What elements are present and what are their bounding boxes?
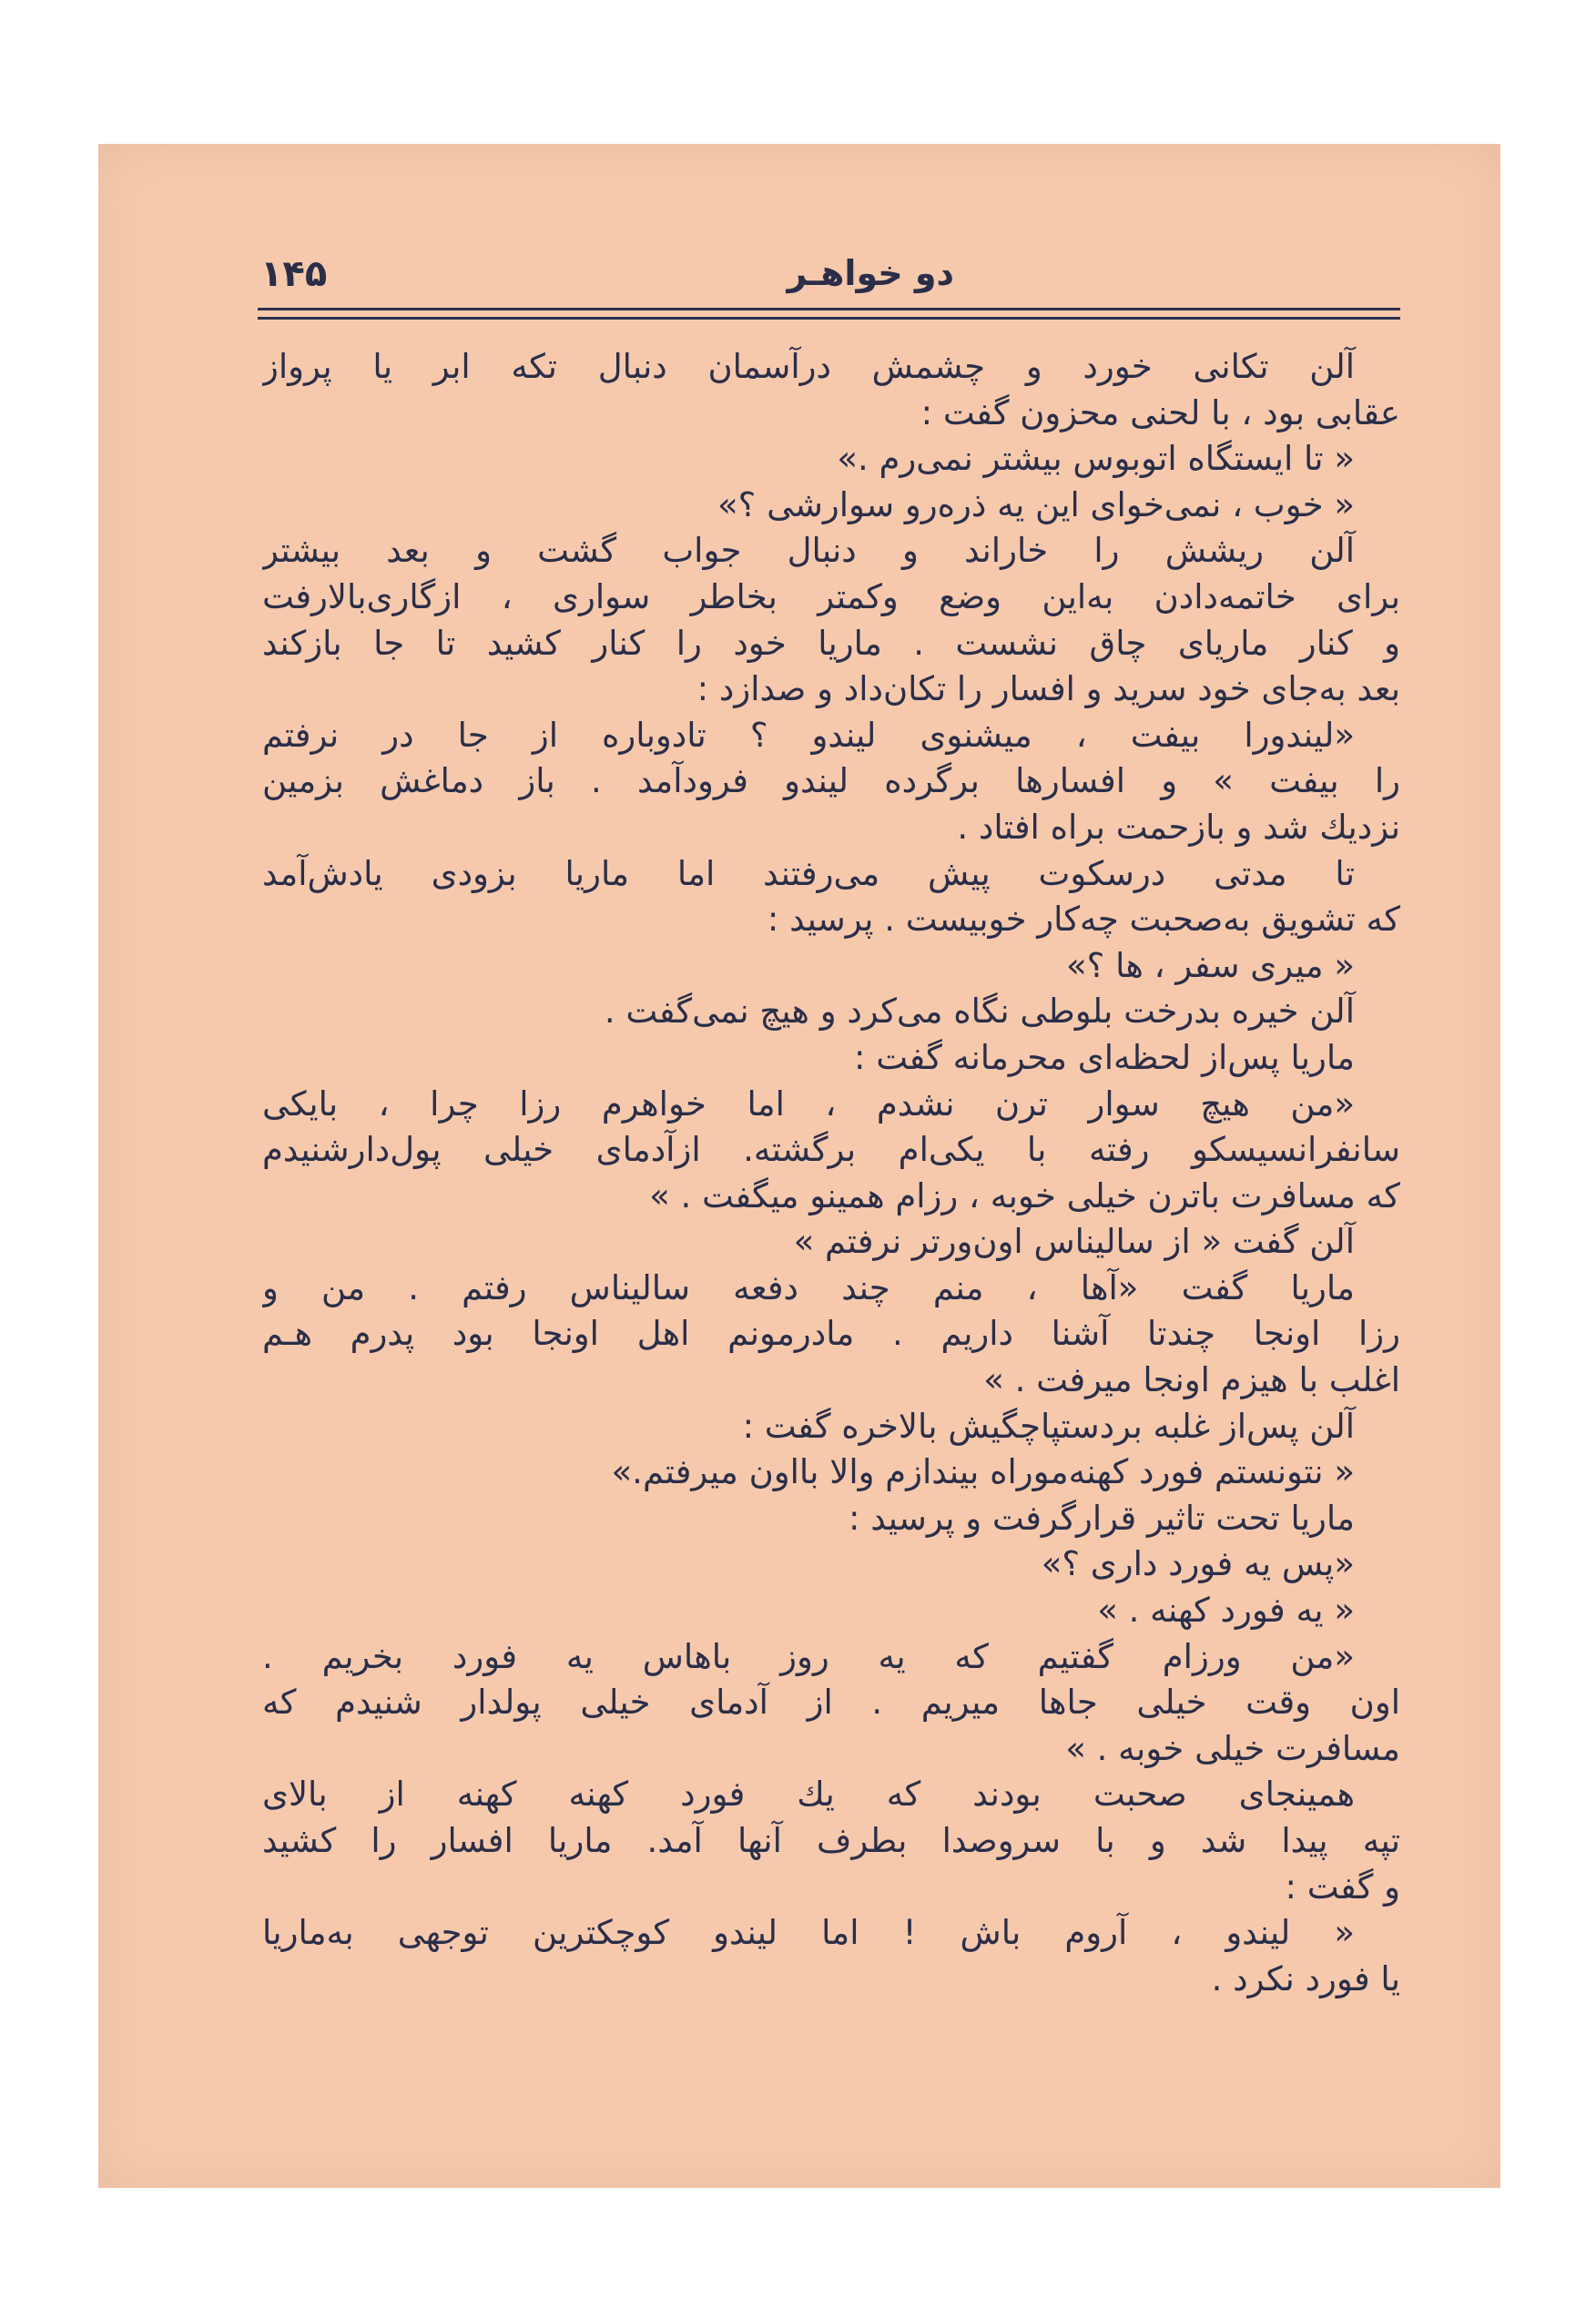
header-rule-top [258, 308, 1400, 310]
book-page [98, 144, 1500, 2188]
text-line: و گفت : [1285, 1866, 1400, 1907]
text-line: آلن خیره بدرخت بلوطی نگاه می‌کرد و هیچ نمی‌گفت . [604, 992, 1355, 1032]
chapter-title: دو خواهـر [787, 253, 954, 293]
text-line: را بیفت » و افسارها برگرده لیندو فرودآمد . باز دماغش بزمین [262, 761, 1400, 801]
text-line: « تا ایستگاه اتوبوس بیشتر نمی‌رم .» [837, 439, 1355, 479]
text-line: که مسافرت باترن خیلی خوبه ، رزام همینو میگفت . » [649, 1175, 1400, 1215]
text-line: ماریا گفت «آها ، منم چند دفعه سالیناس رفتم . من و [262, 1267, 1355, 1307]
text-line: و کنار ماریای چاق نشست . ماریا خود را کنار کشید تا جا بازکند [262, 623, 1400, 663]
text-line: ماریا تحت تاثیر قرارگرفت و پرسید : [849, 1498, 1355, 1538]
text-line: «لیندورا بیفت ، میشنوی لیندو ؟ تادوباره از جا در نرفتم [262, 715, 1355, 755]
body-text [262, 344, 1400, 2002]
text-line: رزا اونجا چندتا آشنا داریم . مادرمونم اهل اونجا بود پدرم هـم [262, 1314, 1400, 1354]
header-rule-bottom [258, 317, 1400, 320]
text-line: «من هیچ سوار ترن نشدم ، اما خواهرم رزا چرا ، بایکی [262, 1083, 1355, 1124]
text-line: تپه پیدا شد و با سروصدا بطرف آنها آمد. ماریا افسار را کشید [262, 1821, 1400, 1860]
text-line: یا فورد نکرد . [1211, 1958, 1400, 1999]
text-line: سانفرانسیسکو رفته با یکی‌ام برگشته. ازآدمای خیلی پول‌دارشنیدم [262, 1130, 1400, 1170]
text-line: « یه فورد کهنه . » [1097, 1591, 1355, 1631]
text-line: مسافرت خیلی خوبه . » [1065, 1728, 1400, 1768]
text-line: آلن پس‌از غلبه بردستپاچگیش بالاخره گفت : [742, 1406, 1355, 1446]
text-line: « خوب ، نمی‌خوای این یه ذره‌رو سوارشی ؟» [717, 484, 1355, 524]
text-line: ماریا پس‌از لحظه‌ای محرمانه گفت : [853, 1037, 1355, 1077]
text-line: اغلب با هیزم اونجا میرفت . » [983, 1360, 1400, 1400]
text-line: نزدیك شد و بازحمت براه افتاد . [957, 807, 1400, 847]
text-line: که تشویق به‌صحبت چه‌کار خوبیست . پرسید : [767, 900, 1400, 940]
text-line: تا مدتی درسکوت پیش می‌رفتند اما ماریا بزودی یادش‌آمد [262, 853, 1355, 893]
text-line: آلن تکانی خورد و چشمش درآسمان دنبال تکه ابر یا پرواز [262, 347, 1355, 386]
text-line: اون وقت خیلی جاها میریم . از آدمای خیلی پولدار شنیدم که [262, 1683, 1400, 1723]
text-line: « لیندو ، آروم باش ! اما لیندو کوچکترین توجهی به‌ماریا [262, 1913, 1355, 1953]
text-line: آلن ریشش را خاراند و دنبال جواب گشت و بعد بیشتر [262, 531, 1355, 571]
text-line: «پس یه فورد داری ؟» [1041, 1544, 1355, 1584]
text-line: « نتونستم فورد کهنه‌موراه بیندازم والا بااون میرفتم.» [611, 1452, 1355, 1492]
text-line: بعد به‌جای خود سرید و افسار را تکان‌داد و صدازد : [696, 669, 1400, 709]
text-line: « میری سفر ، ها ؟» [1066, 945, 1355, 985]
text-line: همینجای صحبت بودند که یك فورد کهنه کهنه از بالای [262, 1775, 1355, 1815]
text-line: «من ورزام گفتیم که یه روز باهاس یه فورد بخریم . [262, 1636, 1355, 1676]
text-line: آلن گفت « از سالیناس اون‌ورتر نرفتم » [793, 1222, 1355, 1262]
page-number: ۱۴۵ [260, 253, 328, 295]
running-header [260, 253, 1391, 299]
text-line: برای خاتمه‌دادن به‌این وضع وکمتر بخاطر سواری ، ازگاری‌بالارفت [262, 576, 1400, 616]
text-line: عقابی بود ، با لحنی محزون گفت : [920, 392, 1400, 432]
